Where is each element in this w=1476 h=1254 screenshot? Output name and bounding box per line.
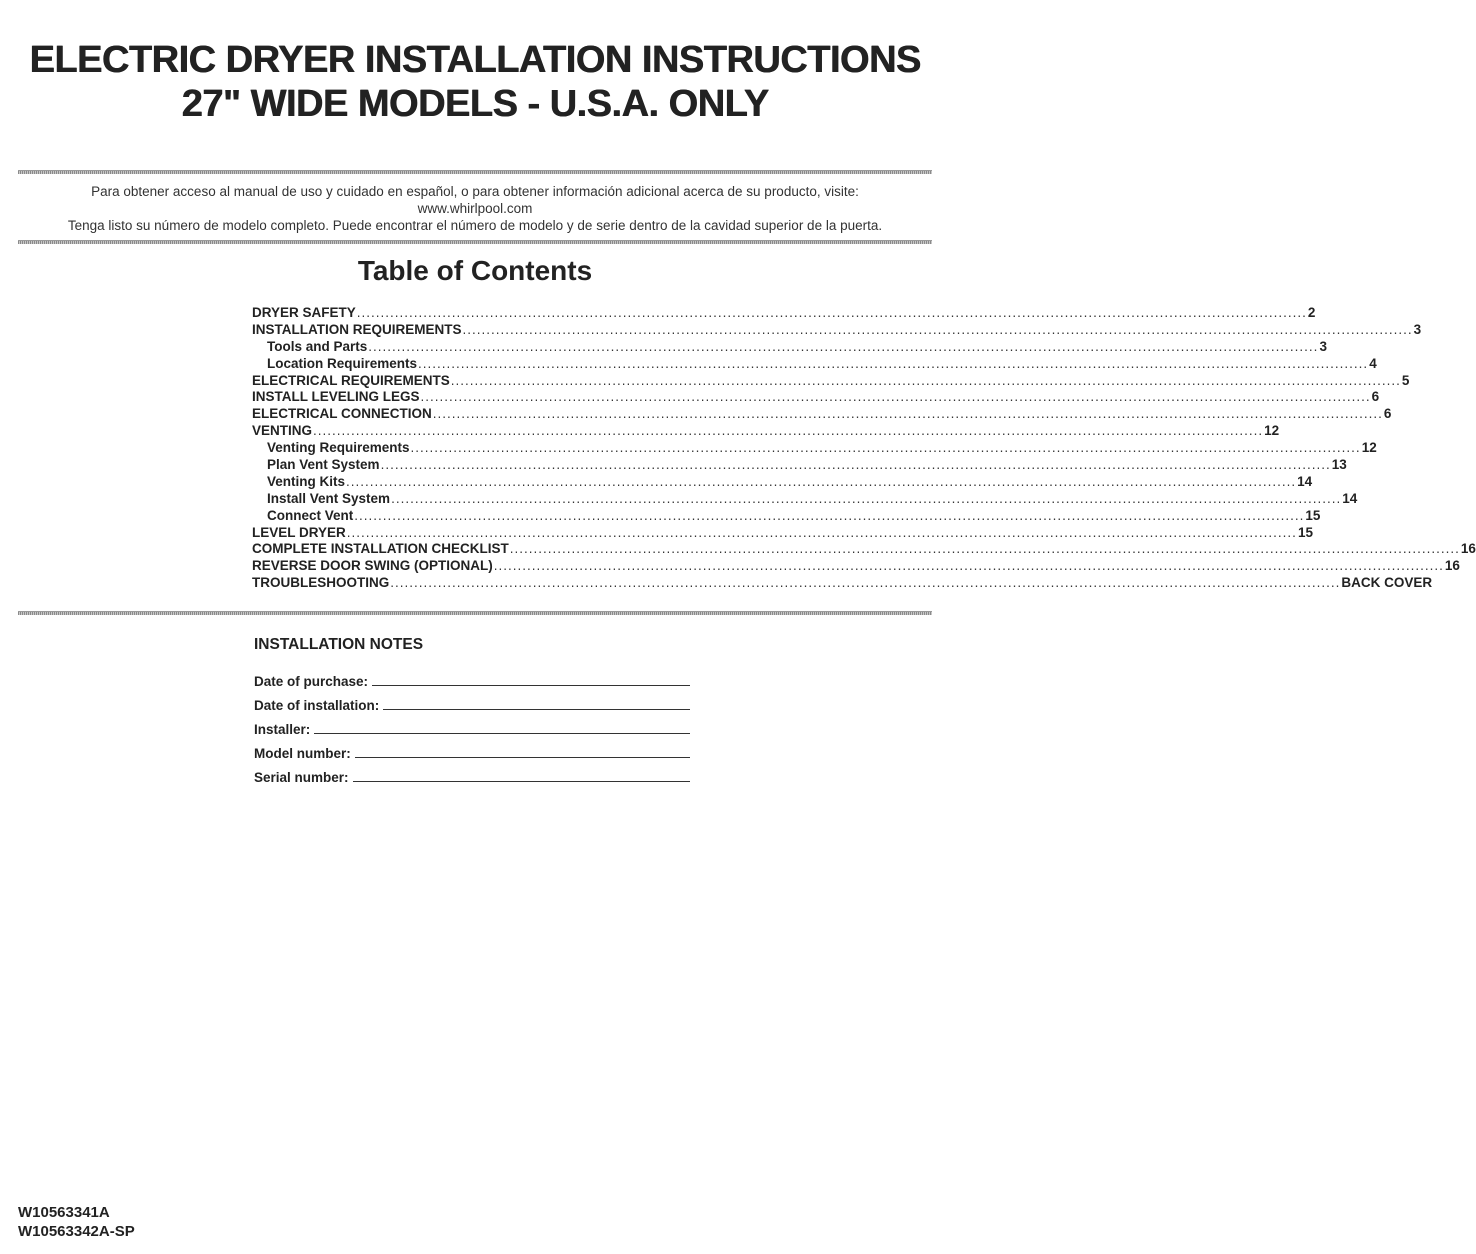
toc-entry	[252, 389, 1380, 406]
toc-leader-dots: ........................................................................................................................................................................................................	[418, 355, 1369, 371]
toc-entry-label: Tools and Parts	[267, 338, 368, 354]
toc-leader-dots: ........................................................................................................................................................................................................	[450, 372, 1401, 388]
toc-entry	[252, 524, 1313, 542]
document-codes	[18, 1203, 135, 1241]
toc-entry-page: BACK COVER	[1341, 575, 1433, 591]
toc-entry-label: Location Requirements	[267, 355, 418, 371]
toc-leader-dots: ........................................................................................................................................................................................................	[368, 338, 1319, 354]
document-title	[0, 38, 950, 126]
toc-entry-label: TROUBLESHOOTING	[252, 575, 390, 591]
toc-entry-label: VENTING	[252, 423, 313, 439]
toc-leader-dots: ........................................................................................................................................................................................................	[493, 558, 1444, 574]
toc-entry-page: 16	[1460, 541, 1476, 557]
toc-entry	[252, 558, 1460, 575]
toc-subentry	[252, 338, 1327, 356]
toc-subentry	[252, 490, 1358, 508]
toc-leader-dots: ........................................................................................................................................................................................................	[346, 473, 1297, 489]
toc-entry-page: 6	[1383, 406, 1392, 422]
toc-leader-dots: ........................................................................................................................................................................................................	[354, 507, 1305, 523]
note-field-label: Model number:	[254, 746, 351, 761]
note-field-label: Installer:	[254, 722, 311, 737]
toc-entry-label: Connect Vent	[267, 507, 354, 523]
toc-entry-label: Venting Requirements	[267, 440, 410, 456]
toc-entry	[252, 305, 1316, 322]
note-field-blank-line	[355, 743, 690, 758]
divider-top	[18, 170, 932, 174]
toc-entry	[252, 541, 1476, 558]
toc-entry	[252, 423, 1280, 440]
toc-heading: Table of Contents	[357, 255, 593, 286]
toc-leader-dots: ........................................................................................................................................................................................................	[420, 389, 1371, 405]
toc-leader-dots: ........................................................................................................................................................................................................	[356, 305, 1307, 320]
note-field	[254, 665, 690, 689]
toc-entry-page: 6	[1371, 389, 1380, 405]
toc-entry	[252, 372, 1410, 390]
document-code-spanish: W10563342A-SP	[18, 1223, 135, 1240]
note-field-blank-line	[372, 671, 690, 686]
toc-entry-page: 5	[1401, 372, 1410, 388]
note-field-label: Date of installation:	[254, 698, 380, 713]
note-field-label: Serial number:	[254, 770, 349, 785]
toc-leader-dots: ........................................................................................................................................................................................................	[390, 575, 1341, 591]
toc-subentry	[252, 507, 1321, 525]
toc-entry-label: COMPLETE INSTALLATION CHECKLIST	[252, 541, 509, 557]
document-code-primary: W10563341A	[18, 1204, 110, 1221]
note-field	[254, 713, 690, 737]
toc-entry-label: Venting Kits	[267, 473, 346, 489]
toc-entry-page: 2	[1307, 305, 1316, 320]
toc-entry-page: 12	[1264, 423, 1280, 439]
title-line-2: 27" WIDE MODELS - U.S.A. ONLY	[181, 83, 769, 125]
toc-leader-dots: ........................................................................................................................................................................................................	[509, 541, 1460, 557]
toc-entry-label: DRYER SAFETY	[252, 305, 356, 320]
toc-entry-page: 14	[1342, 490, 1358, 506]
toc-entry-page: 3	[1319, 338, 1327, 354]
toc-entry-page: 15	[1297, 524, 1313, 540]
toc-entry	[252, 406, 1392, 423]
note-field	[254, 761, 690, 785]
toc-subentry	[252, 355, 1377, 373]
spanish-notice	[18, 183, 932, 234]
toc-entry-label: REVERSE DOOR SWING (OPTIONAL)	[252, 558, 493, 574]
toc-subentry	[252, 440, 1377, 457]
toc-entry-label: Install Vent System	[267, 490, 391, 506]
toc-entry-label: INSTALL LEVELING LEGS	[252, 389, 420, 405]
toc-entry-page: 3	[1413, 321, 1422, 337]
toc-leader-dots: ........................................................................................................................................................................................................	[346, 524, 1297, 540]
toc-entry-label: LEVEL DRYER	[252, 524, 346, 540]
title-line-1: ELECTRIC DRYER INSTALLATION INSTRUCTIONS	[29, 39, 921, 81]
toc-entry-label: ELECTRICAL CONNECTION	[252, 406, 432, 422]
installation-notes-heading: INSTALLATION NOTES	[254, 636, 424, 653]
note-field-blank-line	[353, 767, 690, 782]
toc-leader-dots: ........................................................................................................................................................................................................	[391, 490, 1342, 506]
installation-notes	[254, 634, 690, 785]
toc-entry-label: ELECTRICAL REQUIREMENTS	[252, 372, 450, 388]
installation-notes-fields	[254, 665, 690, 785]
toc-leader-dots: ........................................................................................................................................................................................................	[410, 440, 1361, 456]
toc-entry	[252, 321, 1422, 339]
toc-entry	[252, 575, 1433, 592]
toc-leader-dots: ........................................................................................................................................................................................................	[380, 457, 1331, 473]
spanish-notice-line-3: Tenga listo su número de modelo completo. Puede encontrar el número de modelo y de serie dentro de la cavidad superior de la puerta.	[67, 218, 883, 233]
toc-entry-page: 14	[1297, 473, 1313, 489]
toc-entry-page: 13	[1331, 457, 1347, 473]
toc-subentry	[252, 473, 1313, 491]
note-field	[254, 689, 690, 713]
note-field-label: Date of purchase:	[254, 674, 369, 689]
toc-leader-dots: ........................................................................................................................................................................................................	[462, 321, 1413, 337]
toc-entry-page: 12	[1361, 440, 1377, 456]
note-field	[254, 737, 690, 761]
table-of-contents	[252, 305, 1476, 592]
toc-entry-label: INSTALLATION REQUIREMENTS	[252, 321, 462, 337]
toc-entry-page: 16	[1444, 558, 1460, 574]
divider-bottom	[18, 611, 932, 615]
spanish-notice-line-1: Para obtener acceso al manual de uso y cuidado en español, o para obtener información adicional acerca de su producto, visite:	[91, 184, 859, 199]
toc-entry-label: Plan Vent System	[267, 457, 380, 473]
website-link[interactable]: www.whirlpool.com	[417, 201, 533, 216]
toc-entry-page: 4	[1369, 355, 1377, 371]
toc-leader-dots: ........................................................................................................................................................................................................	[432, 406, 1383, 422]
note-field-blank-line	[314, 719, 690, 734]
toc-leader-dots: ........................................................................................................................................................................................................	[313, 423, 1264, 439]
divider-middle	[18, 240, 932, 244]
toc-entry-page: 15	[1305, 507, 1321, 523]
toc-subentry	[252, 457, 1347, 474]
note-field-blank-line	[383, 695, 690, 710]
